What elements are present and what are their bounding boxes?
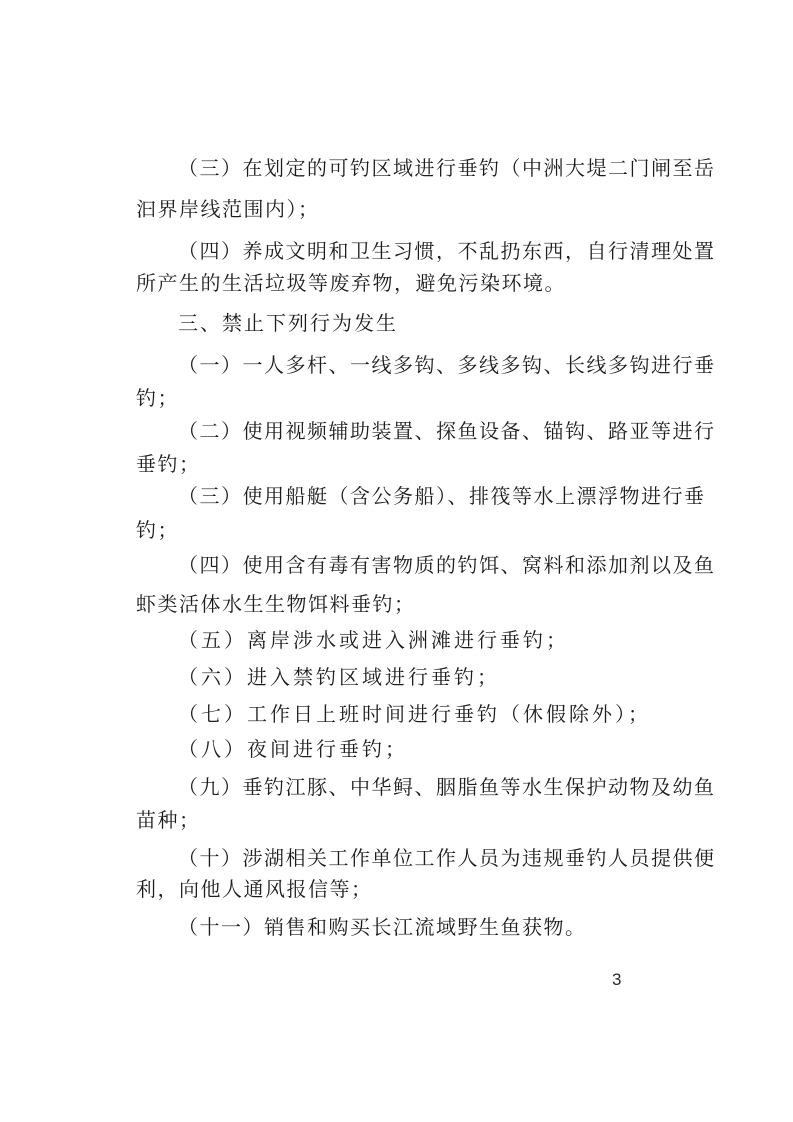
- section-heading: 三、禁止下列行为发生: [178, 311, 398, 335]
- list-item-line: 虾类活体水生生物饵料垂钓；: [136, 592, 416, 616]
- list-item-line: 苗种；: [136, 808, 201, 832]
- list-item-line: （九）垂钓江豚、中华鲟、胭脂鱼等水生保护动物及幼鱼: [178, 775, 716, 799]
- paragraph-line: （四）养成文明和卫生习惯，不乱扔东西，自行清理处置: [178, 239, 716, 263]
- paragraph-line: 汩界岸线范围内）；: [136, 197, 320, 221]
- paragraph-line: （三）在划定的可钓区域进行垂钓（中洲大堤二门闸至岳: [178, 156, 716, 180]
- list-item-line: （二）使用视频辅助装置、探鱼设备、锚钩、路亚等进行: [178, 419, 716, 443]
- list-item-line: （十一）销售和购买长江流域野生鱼获物。: [178, 915, 587, 939]
- list-item-line: （六）进入禁钓区域进行垂钓；: [178, 665, 500, 689]
- list-item-line: 利，向他人通风报信等；: [136, 877, 373, 901]
- list-item-line: （四）使用含有毒有害物质的钓饵、窝料和添加剂以及鱼: [178, 553, 716, 577]
- list-item-line: 垂钓；: [136, 452, 201, 476]
- list-item-line: 钓；: [136, 518, 179, 542]
- list-item-line: （一）一人多杆、一线多钩、多线多钩、长线多钩进行垂: [178, 353, 716, 377]
- list-item-line: （五）离岸涉水或进入洲滩进行垂钓；: [178, 628, 569, 652]
- list-item-line: （十）涉湖相关工作单位工作人员为违规垂钓人员提供便: [178, 846, 716, 870]
- list-item-line: （七）工作日上班时间进行垂钓（休假除外）；: [178, 702, 651, 726]
- list-item-line: （三）使用船艇（含公务船）、排筏等水上漂浮物进行垂: [178, 484, 706, 508]
- page-number: 3: [612, 970, 622, 989]
- paragraph-line: 所产生的生活垃圾等废弃物，避免污染环境。: [136, 271, 566, 295]
- list-item-line: 钓；: [136, 386, 179, 410]
- list-item-line: （八）夜间进行垂钓；: [178, 737, 408, 761]
